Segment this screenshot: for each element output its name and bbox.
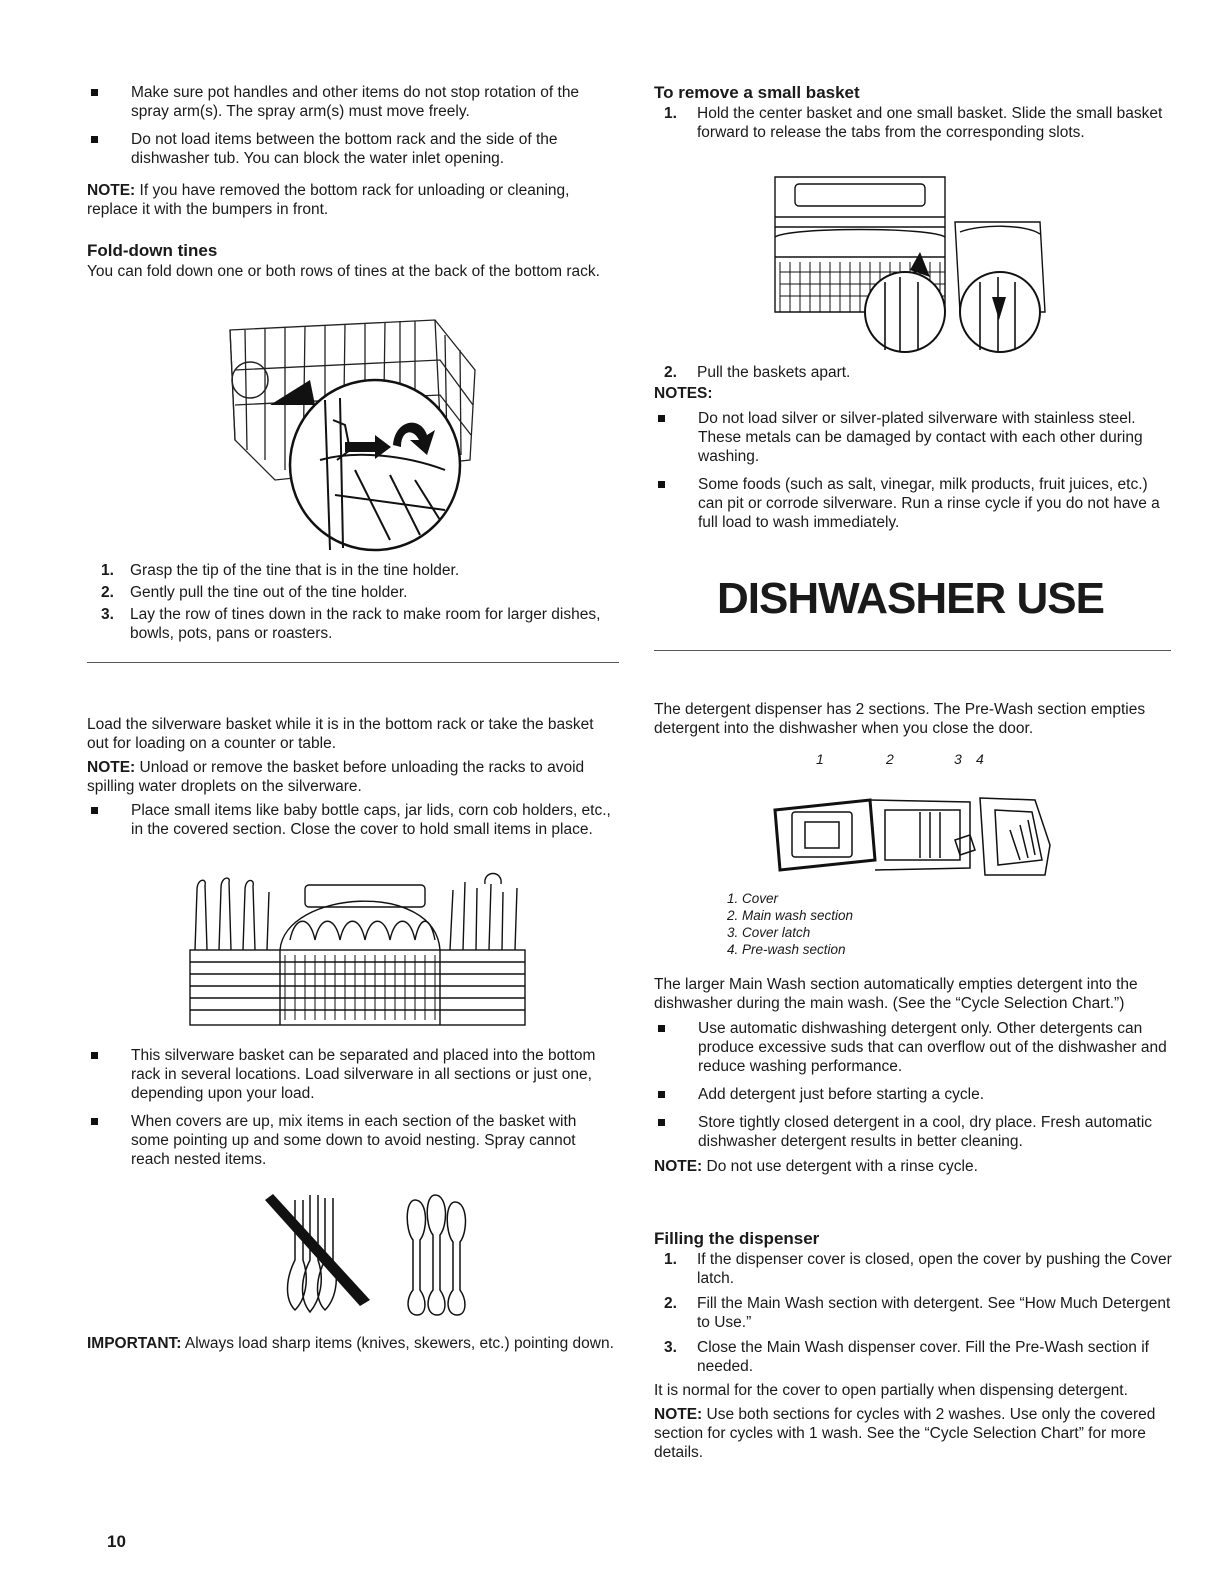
caption-item: 4. Pre-wash section [727, 942, 846, 957]
note-label: NOTE: [654, 1158, 703, 1175]
step-number: 3. [101, 606, 114, 623]
silverware-bullets [87, 1046, 617, 1169]
dispenser-captions [727, 890, 1027, 958]
bullet-item: Use automatic dishwashing detergent only. Other detergents can produce excessive suds that can overflow out of the dishwasher and reduce washing performance. [654, 1019, 1176, 1076]
notes-label: NOTES: [654, 385, 713, 402]
detergent-dispenser-illustration [770, 790, 1055, 885]
step-item [654, 1338, 1176, 1376]
caption-item: 1. Cover [727, 891, 779, 906]
step-number: 1. [101, 562, 114, 579]
section-title: DISHWASHER USE [717, 574, 1104, 623]
note-label: NOTE: [87, 759, 136, 776]
step-text: Pull the baskets apart. [697, 364, 851, 381]
silverware-section [87, 715, 617, 839]
bullet-item: Make sure pot handles and other items do not stop rotation of the spray arm(s). The spray arm(s) must move freely. [87, 83, 617, 121]
fold-down-heading: Fold-down tines [87, 241, 218, 260]
bullet-item: This silverware basket can be separated and placed into the bottom rack in several locations. Load silverware in all sections or just one, depending upon your load. [87, 1046, 617, 1103]
bullet-list-top [87, 83, 617, 168]
caption-item: 2. Main wash section [727, 908, 854, 923]
note-text: Do not use detergent with a rinse cycle. [702, 1158, 978, 1175]
step-text: If the dispenser cover is closed, open the cover by pushing the Cover latch. [697, 1251, 1172, 1287]
filling-heading: Filling the dispenser [654, 1229, 820, 1248]
bullet-item: Do not load items between the bottom rack and the side of the dishwasher tub. You can block the water inlet opening. [87, 130, 617, 168]
fold-down-section [87, 241, 617, 281]
note-text: Unload or remove the basket before unloading the racks to avoid spilling water droplets on the silverware. [87, 759, 585, 795]
important-note [87, 1334, 617, 1353]
bullet-item: Some foods (such as salt, vinegar, milk products, fruit juices, etc.) can pit or corrode silverware. Run a rinse cycle if you do not have a full load to wash immediately. [654, 475, 1176, 532]
step-item [87, 605, 617, 643]
bullet-item: When covers are up, mix items in each section of the basket with some pointing up and some down to avoid nesting. Spray cannot reach nested items. [87, 1112, 617, 1169]
silverware-intro: Load the silverware basket while it is in the bottom rack or take the basket out for loading on a counter or table. [87, 716, 594, 752]
bullet-item: Add detergent just before starting a cycle. [654, 1085, 1176, 1104]
dispenser-callouts [654, 751, 1176, 771]
bullet-item: Store tightly closed detergent in a cool, dry place. Fresh automatic dishwasher detergent results in better cleaning. [654, 1113, 1176, 1151]
callout-3: 3 [954, 751, 962, 767]
step-number: 2. [664, 1295, 677, 1312]
bullet-item: Place small items like baby bottle caps, jar lids, corn cob holders, etc., in the covered section. Close the cover to hold small items in place. [87, 801, 617, 839]
step-text: Close the Main Wash dispenser cover. Fill the Pre-Wash section if needed. [697, 1339, 1149, 1375]
fold-down-steps [87, 561, 617, 643]
step-number: 1. [664, 105, 677, 122]
caption-item: 3. Cover latch [727, 925, 811, 940]
step-text: Fill the Main Wash section with detergent. See “How Much Detergent to Use.” [697, 1295, 1171, 1331]
step-number: 2. [664, 364, 677, 381]
main-wash-text: The larger Main Wash section automatically empties detergent into the dishwasher during the main wash. (See the “Cycle Selection Chart.”) [654, 976, 1138, 1012]
small-basket-section [654, 83, 1176, 142]
filling-section [654, 1229, 1176, 1462]
page-number: 10 [107, 1532, 126, 1551]
note-text: If you have removed the bottom rack for unloading or cleaning, replace it with the bumpers in front. [87, 182, 570, 218]
section-divider [87, 662, 619, 663]
step-item [87, 583, 617, 602]
normal-text: It is normal for the cover to open partially when dispensing detergent. [654, 1382, 1128, 1399]
step-item [654, 1250, 1176, 1288]
detergent-intro: The detergent dispenser has 2 sections. The Pre-Wash section empties detergent into the dishwasher when you close the door. [654, 701, 1146, 737]
step-item [654, 1294, 1176, 1332]
sharp-items-pointing-down-illustration [255, 1190, 485, 1320]
bullet-item: Do not load silver or silver-plated silverware with stainless steel. These metals can be damaged by contact with each other during washing. [654, 409, 1176, 466]
note-bumpers [87, 181, 617, 219]
silverware-basket-illustration [185, 870, 530, 1030]
step-number: 2. [101, 584, 114, 601]
important-text: Always load sharp items (knives, skewers, etc.) pointing down. [181, 1335, 614, 1352]
step-item [654, 363, 1176, 382]
step-number: 3. [664, 1339, 677, 1356]
small-basket-heading: To remove a small basket [654, 83, 860, 102]
step-number: 1. [664, 1251, 677, 1268]
note-label: NOTE: [654, 1406, 703, 1423]
step-item [87, 561, 617, 580]
note-text: Use both sections for cycles with 2 washes. Use only the covered section for cycles with 1 wash. See the “Cycle Selection Chart” for more details. [654, 1406, 1156, 1461]
callout-1: 1 [816, 751, 824, 767]
fold-down-intro: You can fold down one or both rows of tines at the back of the bottom rack. [87, 263, 600, 280]
detergent-section [654, 975, 1176, 1176]
important-label: IMPORTANT: [87, 1335, 182, 1352]
small-basket-removal-illustration [770, 172, 1055, 357]
note-label: NOTE: [87, 182, 136, 199]
step-text: Hold the center basket and one small basket. Slide the small basket forward to release the tabs from the corresponding slots. [697, 105, 1163, 141]
step-text: Lay the row of tines down in the rack to make room for larger dishes, bowls, pots, pans or roasters. [130, 606, 601, 642]
section-divider [654, 650, 1171, 651]
fold-down-tines-illustration [215, 310, 500, 555]
step-item [654, 104, 1176, 142]
callout-2: 2 [886, 751, 894, 767]
step-text: Gently pull the tine out of the tine holder. [130, 584, 408, 601]
small-basket-step2-and-notes [654, 363, 1176, 532]
step-text: Grasp the tip of the tine that is in the tine holder. [130, 562, 460, 579]
callout-4: 4 [976, 751, 984, 767]
